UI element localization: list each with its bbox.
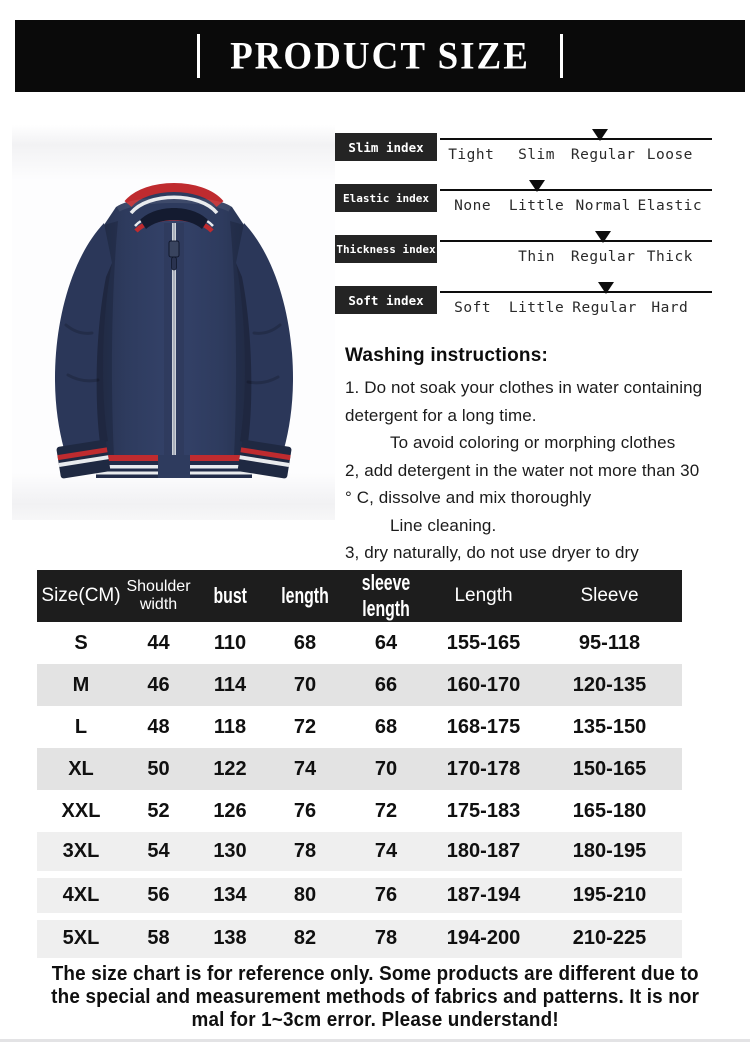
size-table-cell: 175-183 — [446, 799, 521, 822]
size-table-cell: XXL — [61, 799, 101, 822]
size-table-header-label: Sleeve — [580, 585, 639, 606]
size-table-cell: 126 — [213, 799, 247, 822]
washing-line: 1. Do not soak your clothes in water containing — [345, 378, 703, 397]
right-column — [335, 125, 747, 567]
size-table-cell: 134 — [192, 874, 268, 916]
size-table-cell: 70 — [293, 673, 317, 696]
size-table-cell: M — [72, 673, 90, 696]
size-table-header-cell — [537, 570, 682, 622]
scale-option: Regular — [572, 300, 637, 316]
size-table-cell: 118 — [213, 715, 247, 738]
scale-option: Soft — [454, 300, 492, 316]
washing-line: ° C, dissolve and mix thoroughly — [345, 488, 592, 507]
scale-option: Thin — [518, 249, 556, 265]
washing-line: detergent for a long time. — [345, 405, 537, 425]
size-table-cell: 180-187 — [446, 839, 521, 862]
marker-triangle-icon — [598, 282, 614, 294]
size-table-row — [37, 622, 682, 664]
size-table-cell: 150-165 — [572, 757, 647, 780]
size-table-cell: 70 — [374, 757, 398, 780]
size-table-cell: 180-195 — [572, 839, 647, 862]
size-table-cell: 155-165 — [446, 631, 521, 654]
scale-option: Little — [508, 300, 565, 316]
size-table-cell: 68 — [374, 715, 398, 738]
scale-option: Slim — [518, 147, 556, 163]
size-table-cell: 46 — [147, 673, 170, 696]
size-table-cell: 64 — [374, 631, 398, 654]
scale-label: Thickness index — [335, 235, 437, 263]
size-table-cell: 72 — [374, 799, 398, 822]
marker-triangle-icon — [592, 129, 608, 141]
index-scale-row — [335, 282, 747, 333]
navy-bomber-jacket-illustration — [14, 125, 334, 520]
size-table-cell: 74 — [293, 757, 317, 780]
size-table-cell: 194-200 — [430, 916, 537, 958]
index-scales — [335, 125, 747, 333]
size-table-header-label: bust — [213, 583, 247, 608]
size-table-cell: 68 — [293, 631, 317, 654]
product-photo — [12, 125, 335, 520]
size-table-cell: 130 — [213, 839, 247, 862]
scale-option: Thick — [646, 249, 693, 265]
size-table-cell: 138 — [192, 916, 268, 958]
size-table-header-cell — [342, 570, 430, 622]
scale-option: Regular — [570, 249, 636, 265]
washing-line: 3, dry naturally, do not use dryer to dry — [345, 543, 639, 562]
footer-line: The size chart is for reference only. Some products are different due to — [51, 962, 699, 985]
size-table-cell: 50 — [147, 757, 170, 780]
scale-option: None — [454, 198, 492, 214]
size-table-cell: 48 — [147, 715, 170, 738]
marker-triangle-icon — [595, 231, 611, 243]
washing-line: To avoid coloring or morphing clothes — [390, 433, 676, 452]
index-scale-row — [335, 231, 747, 282]
footer-note — [0, 962, 750, 1031]
size-table-row — [37, 748, 682, 790]
size-table-header-row — [37, 570, 682, 622]
scale-option: Normal — [575, 198, 631, 214]
size-table-row — [37, 832, 682, 874]
size-table-cell: 72 — [293, 715, 317, 738]
washing-instructions-title: Washing instructions: — [345, 345, 548, 366]
scale-label: Soft index — [335, 286, 437, 314]
size-table-cell: 195-210 — [537, 874, 682, 916]
size-table-row — [37, 706, 682, 748]
size-table-cell: 4XL — [37, 874, 125, 916]
marker-triangle-icon — [529, 180, 545, 192]
size-table-cell: 135-150 — [572, 715, 647, 738]
size-table-cell: 44 — [147, 631, 170, 654]
scale-line — [440, 138, 712, 140]
footer-note-text — [51, 962, 699, 1031]
banner-divider-left — [197, 34, 200, 78]
size-table-row — [37, 916, 682, 958]
scale-option: Tight — [448, 147, 495, 163]
size-table-cell: 76 — [342, 874, 430, 916]
size-table-cell: 160-170 — [446, 673, 521, 696]
scale-option: Loose — [646, 147, 693, 163]
size-table-cell: 114 — [213, 673, 247, 696]
size-table-cell: S — [74, 631, 88, 654]
scale-label: Elastic index — [335, 184, 437, 212]
size-table-cell: 58 — [125, 916, 192, 958]
size-table-cell: 187-194 — [430, 874, 537, 916]
size-table-header-label: Shoulder width — [126, 578, 191, 613]
scale-option: Regular — [570, 147, 636, 163]
size-table-cell: 170-178 — [446, 757, 521, 780]
scale-track — [440, 138, 712, 178]
size-table-cell: XL — [68, 757, 94, 780]
footer-line: mal for 1~3cm error. Please understand! — [191, 1008, 559, 1031]
size-table-header-label: sleeve length — [361, 570, 411, 621]
size-table-header-cell — [125, 570, 192, 622]
size-table-cell: 210-225 — [537, 916, 682, 958]
size-table-cell: 76 — [293, 799, 317, 822]
size-table-cell: 165-180 — [572, 799, 647, 822]
scale-track — [440, 189, 712, 229]
size-table-cell: 82 — [268, 916, 342, 958]
size-table-header-label: length — [281, 583, 329, 608]
size-table-cell: 66 — [374, 673, 398, 696]
size-table-cell: L — [74, 715, 88, 738]
size-table-header-label: Length — [454, 585, 513, 606]
page-title: PRODUCT SIZE — [230, 34, 530, 78]
size-table — [37, 570, 682, 958]
size-table-body — [37, 622, 682, 958]
washing-instructions-lines — [345, 374, 747, 567]
washing-line: 2, add detergent in the water not more than 30 — [345, 460, 700, 480]
size-table-cell: 52 — [147, 799, 170, 822]
size-table-cell: 168-175 — [446, 715, 521, 738]
size-table-cell: 122 — [213, 757, 247, 780]
scale-line — [440, 240, 712, 242]
size-table-header-label: Size(CM) — [41, 585, 121, 606]
scale-label: Slim index — [335, 133, 437, 161]
washing-instructions — [335, 345, 747, 567]
size-table-header-cell — [268, 570, 342, 622]
size-table-header-cell — [37, 570, 125, 622]
product-size-banner — [15, 20, 745, 92]
washing-line: Line cleaning. — [390, 515, 497, 535]
size-table-row — [37, 664, 682, 706]
size-table-cell: 3XL — [62, 839, 100, 862]
scale-option: Elastic — [637, 198, 703, 214]
size-table-cell: 54 — [147, 839, 170, 862]
size-table-cell: 95-118 — [578, 631, 641, 654]
scale-track — [440, 291, 712, 331]
scale-option: Hard — [651, 300, 689, 316]
footer-line: the special and measurement methods of fabrics and patterns. It is nor — [51, 985, 699, 1008]
size-table-cell: 56 — [125, 874, 192, 916]
size-table-header-cell — [192, 570, 268, 622]
size-table-header-cell — [430, 570, 537, 622]
scale-option: Little — [508, 198, 565, 214]
size-table-cell: 120-135 — [572, 673, 647, 696]
index-scale-row — [335, 129, 747, 180]
size-table-cell: 80 — [268, 874, 342, 916]
size-table-cell: 78 — [342, 916, 430, 958]
index-scale-row — [335, 180, 747, 231]
scale-track — [440, 240, 712, 280]
size-table-cell: 78 — [293, 839, 317, 862]
scale-line — [440, 189, 712, 191]
size-table-cell: 5XL — [37, 916, 125, 958]
banner-divider-right — [560, 34, 563, 78]
size-table-cell: 110 — [213, 631, 247, 654]
size-table-cell: 74 — [374, 839, 398, 862]
size-table-row — [37, 874, 682, 916]
scale-line — [440, 291, 712, 293]
size-table-row — [37, 790, 682, 832]
